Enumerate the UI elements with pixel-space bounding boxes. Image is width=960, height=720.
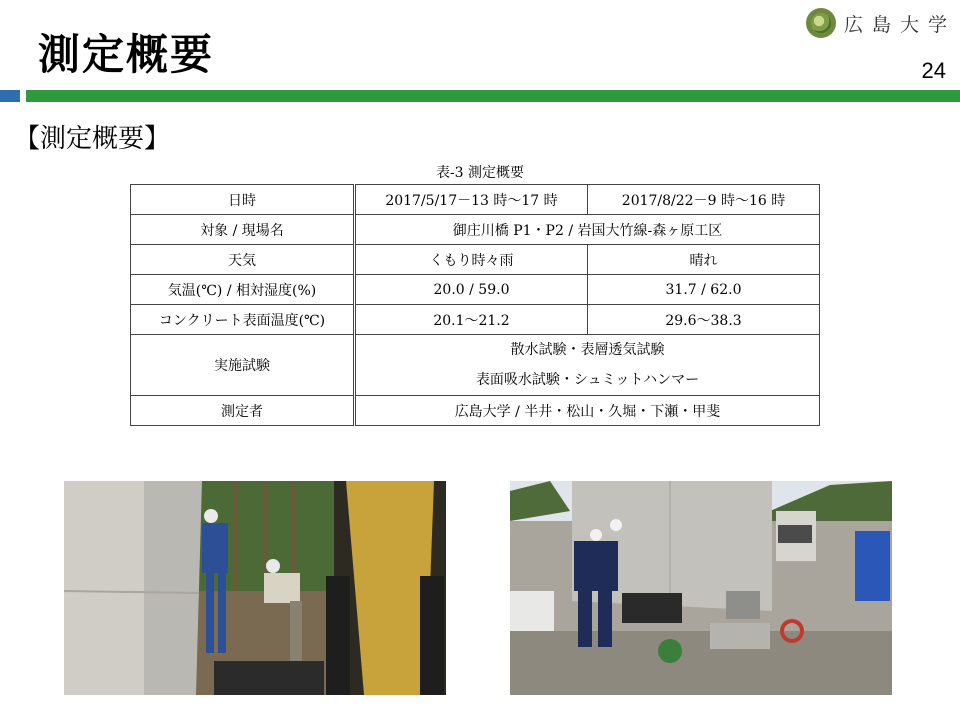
site-photo-2 <box>510 481 892 695</box>
row-label: 気温(℃) / 相対湿度(%) <box>131 275 355 305</box>
table-cell: 広島大学 / 半井・松山・久堀・下瀬・甲斐 <box>355 396 820 426</box>
table-cell: 29.6～38.3 <box>588 305 820 335</box>
university-logo <box>806 8 956 38</box>
page-number: 24 <box>921 58 946 83</box>
table-cell: 31.7 / 62.0 <box>588 275 820 305</box>
measurement-table <box>130 184 820 426</box>
table-row <box>131 396 820 426</box>
row-label: コンクリート表面温度(℃) <box>131 305 355 335</box>
table-cell: 2017/5/17－13 時～17 時 <box>355 185 588 215</box>
table-cell: 20.0 / 59.0 <box>355 275 588 305</box>
row-label: 日時 <box>131 185 355 215</box>
header-accent-bar <box>0 90 20 102</box>
page-title: 測定概要 <box>38 30 215 79</box>
row-label: 測定者 <box>131 396 355 426</box>
site-photo-1 <box>64 481 446 695</box>
test-list-line: 散水試験・表層透気試験 <box>510 342 665 358</box>
university-name: 広島大学 <box>844 13 957 36</box>
table-cell: 晴れ <box>588 245 820 275</box>
table-row <box>131 185 820 215</box>
table-cell: 御庄川橋 P1・P2 / 岩国大竹線-森ヶ原工区 <box>355 215 820 245</box>
row-label: 実施試験 <box>131 335 355 396</box>
table-cell <box>355 335 820 396</box>
section-heading: 【測定概要】 <box>14 124 171 154</box>
test-list-line: 表面吸水試験・シュミットハンマー <box>475 372 700 388</box>
table-cell: 2017/8/22－9 時～16 時 <box>588 185 820 215</box>
table-caption: 表-3 測定概要 <box>435 165 525 181</box>
table-row <box>131 245 820 275</box>
header-divider-bar <box>26 90 960 102</box>
table-cell: くもり時々雨 <box>355 245 588 275</box>
table-row <box>131 335 820 396</box>
row-label: 対象 / 現場名 <box>131 215 355 245</box>
university-emblem-icon <box>806 8 836 38</box>
table-cell: 20.1～21.2 <box>355 305 588 335</box>
table-row <box>131 275 820 305</box>
row-label: 天気 <box>131 245 355 275</box>
table-row <box>131 305 820 335</box>
table-row <box>131 215 820 245</box>
